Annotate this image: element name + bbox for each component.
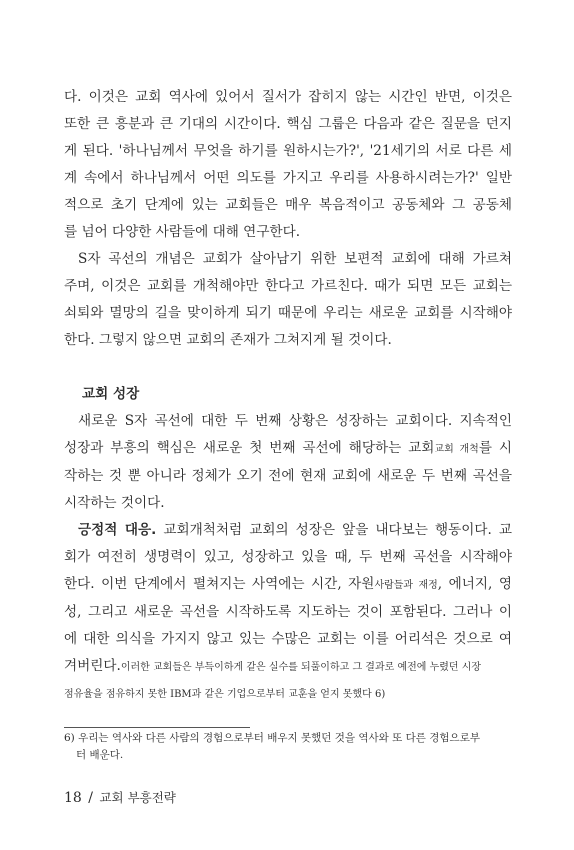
footnote — [64, 730, 512, 764]
p1-line-5: 적으로 초기 단계에 있는 교회들은 매우 복음적이고 공동체와 그 공동체 — [64, 197, 512, 213]
p3-line-1: 새로운 S자 곡선에 대한 두 번째 상황은 성장하는 교회이다. 지속적인 — [78, 413, 512, 429]
p4-bold-lead: 긍정적 대응. — [78, 522, 157, 538]
p2-line-3: 쇠퇴와 멸망의 길을 맞이하게 되기 때문에 우리는 새로운 교회를 시작해야 — [64, 305, 512, 321]
p4-line-7: 점유율을 점유하지 못한 IBM과 같은 기업으로부터 교훈을 얻지 못했다 6) — [64, 689, 386, 700]
p3-inline-note: 교회 개척 — [434, 444, 479, 455]
p4-inline-note: 사람들과 재정 — [374, 580, 438, 591]
paragraph-1 — [64, 84, 512, 219]
p2-line-4: 한다. 그렇지 않으면 교회의 존재가 그쳐지게 될 것이다. — [64, 332, 392, 348]
page-footer — [64, 788, 176, 806]
paragraph-2-end — [64, 327, 512, 354]
p1-line-4: 계 속에서 하나님께서 어떤 의도를 가지고 우리를 사용하시려는가?' 일반 — [64, 170, 512, 186]
p4-line-3-end: , 에너지, 영 — [437, 576, 513, 592]
p2-line-2: 주며, 이것은 교회를 개척해야만 한다고 가르친다. 때가 되면 모든 교회는 — [64, 278, 512, 294]
section-heading: 교회 성장 — [82, 386, 140, 402]
p4-line-4: 성, 그리고 새로운 곡선을 시작하도록 지도하는 것이 포함된다. 그러나 이 — [64, 604, 512, 620]
p3-line-2-end: 를 시 — [478, 440, 512, 456]
paragraph-3-end — [64, 490, 512, 517]
footnote-line-1: 6) 우리는 역사와 다른 사람의 경험으로부터 배우지 못했던 것을 역사와 또 다른 경험으로부 — [64, 732, 480, 744]
paragraph-1-end — [64, 219, 512, 246]
p4-line-6-small: 이러한 교회들은 부득이하게 같은 실수를 되풀이하고 그 결과로 예전에 누렸던 시장 — [120, 662, 482, 673]
paragraph-4-end — [64, 653, 512, 681]
paragraph-2 — [64, 246, 512, 327]
paragraph-4 — [64, 517, 512, 653]
p1-line-1: 다. 이것은 교회 역사에 있어서 질서가 잡히지 않는 시간인 반면, 이것은 — [64, 89, 512, 105]
p1-line-3: 게 된다. '하나님께서 무엇을 하기를 원하시는가?', '21세기의 서로 다른 세 — [64, 143, 512, 159]
footnote-divider — [64, 727, 250, 728]
footnote-line-2: 터 배운다. — [76, 749, 124, 761]
p3-line-4: 시작하는 것이다. — [64, 495, 165, 511]
p4-line-6 — [64, 658, 481, 674]
footer-separator: / — [88, 790, 93, 806]
p3-line-2 — [64, 440, 512, 456]
paragraph-3 — [64, 408, 512, 490]
p4-line-2: 회가 여전히 생명력이 있고, 성장하고 있을 때, 두 번째 곡선을 시작해야 — [64, 549, 512, 565]
p1-line-6: 를 넘어 다양한 사람들에 대해 연구한다. — [64, 224, 301, 240]
page-number: 18 — [64, 790, 82, 806]
p4-line-1 — [78, 522, 512, 538]
p4-line-3 — [64, 576, 512, 592]
p4-line-5: 에 대한 의식을 가지지 않고 있는 수많은 교회는 이를 어리석은 것으로 여 — [64, 631, 512, 647]
p3-line-3: 작하는 것 뿐 아니라 정체가 오기 전에 현재 교회에 새로운 두 번째 곡선을 — [64, 468, 512, 484]
running-title: 교회 부흥전략 — [99, 790, 176, 805]
page-body — [64, 84, 512, 708]
p2-line-1: S자 곡선의 개념은 교회가 살아남기 위한 보편적 교회에 대해 가르쳐 — [78, 251, 512, 267]
p3-line-2-main: 성장과 부흥의 핵심은 새로운 첫 번째 곡선에 해당하는 교회 — [64, 440, 435, 456]
p4-line-6-main: 겨버린다. — [64, 658, 121, 674]
p4-line-3-main: 한다. 이번 단계에서 펼쳐지는 사역에는 시간, 자원 — [64, 576, 375, 592]
p4-line-1-rest: 교회개척처럼 교회의 성장은 앞을 내다보는 행동이다. 교 — [156, 522, 513, 538]
p1-line-2: 또한 큰 흥분과 큰 기대의 시간이다. 핵심 그룹은 다음과 같은 질문을 던지 — [64, 116, 512, 132]
